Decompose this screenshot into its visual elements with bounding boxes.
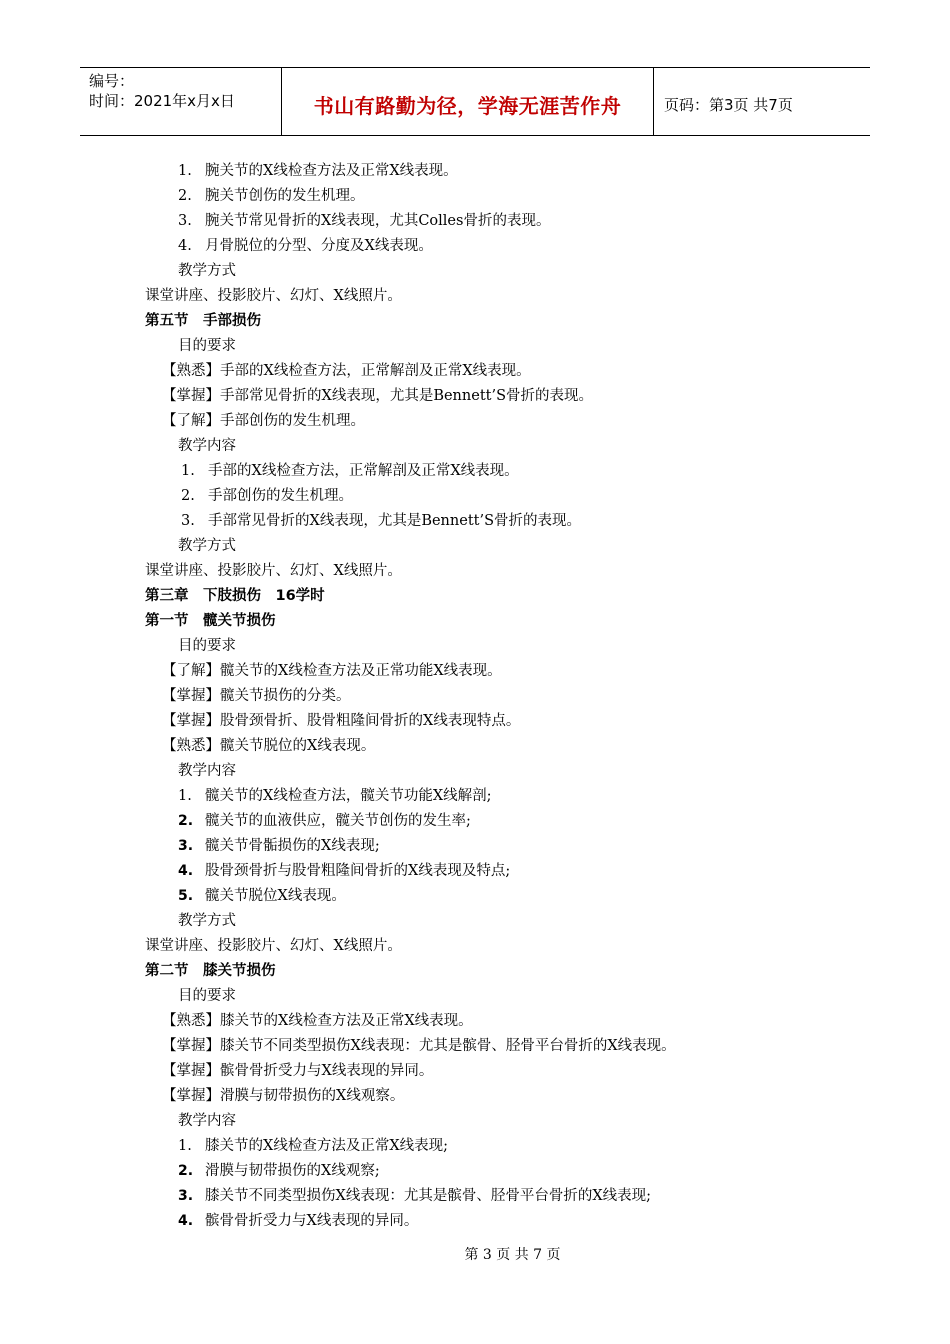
subheading: 教学方式 (178, 263, 236, 279)
list-item: 3. 髋关节骨骺损伤的X线表现; (178, 838, 380, 854)
list-item: 3. 膝关节不同类型损伤X线表现：尤其是髌骨、胫骨平台骨折的X线表现; (178, 1188, 652, 1204)
chapter-heading: 第三章 下肢损伤 16学时 (145, 588, 325, 604)
list-item: 4. 髌骨骨折受力与X线表现的异同。 (178, 1213, 419, 1229)
paragraph: 课堂讲座、投影胶片、幻灯、X线照片。 (145, 938, 402, 954)
header-time-label: 时间：2021年x月x日 (89, 92, 235, 110)
list-item: 2. 腕关节创伤的发生机理。 (178, 188, 365, 204)
header-motto: 书山有路勤为径，学海无涯苦作舟 (282, 68, 654, 135)
requirement-item: 【掌握】髋关节损伤的分类。 (162, 688, 351, 704)
paragraph: 课堂讲座、投影胶片、幻灯、X线照片。 (145, 563, 402, 579)
section-heading: 第五节 手部损伤 (145, 313, 261, 329)
subheading: 教学方式 (178, 913, 236, 929)
requirement-item: 【掌握】膝关节不同类型损伤X线表现：尤其是髌骨、胫骨平台骨折的X线表现。 (162, 1038, 676, 1054)
subheading: 目的要求 (178, 338, 236, 354)
header-number-label: 编号： (89, 72, 135, 90)
page-footer: 第 3 页 共 7 页 (464, 1247, 561, 1263)
header-page-info: 页码：第3页 共7页 (664, 96, 793, 114)
section-heading: 第一节 髋关节损伤 (145, 613, 276, 629)
subheading: 目的要求 (178, 988, 236, 1004)
section-heading: 第二节 膝关节损伤 (145, 963, 276, 979)
page-header (80, 67, 870, 136)
requirement-item: 【熟悉】膝关节的X线检查方法及正常X线表现。 (162, 1013, 473, 1029)
requirement-item: 【熟悉】手部的X线检查方法，正常解剖及正常X线表现。 (162, 363, 531, 379)
list-item: 1. 手部的X线检查方法，正常解剖及正常X线表现。 (181, 463, 519, 479)
list-item: 4. 月骨脱位的分型、分度及X线表现。 (178, 238, 433, 254)
list-item: 2. 髋关节的血液供应，髋关节创伤的发生率; (178, 813, 471, 829)
requirement-item: 【掌握】股骨颈骨折、股骨粗隆间骨折的X线表现特点。 (162, 713, 521, 729)
list-item: 1. 腕关节的X线检查方法及正常X线表现。 (178, 163, 458, 179)
list-item: 2. 手部创伤的发生机理。 (181, 488, 353, 504)
list-item: 3. 手部常见骨折的X线表现，尤其是Bennett’S骨折的表现。 (181, 513, 582, 529)
requirement-item: 【熟悉】髋关节脱位的X线表现。 (162, 738, 376, 754)
requirement-item: 【掌握】手部常见骨折的X线表现，尤其是Bennett’S骨折的表现。 (162, 388, 594, 404)
subheading: 教学内容 (178, 438, 236, 454)
list-item: 4. 股骨颈骨折与股骨粗隆间骨折的X线表现及特点; (178, 863, 511, 879)
requirement-item: 【了解】手部创伤的发生机理。 (162, 413, 365, 429)
subheading: 教学内容 (178, 763, 236, 779)
list-item: 2. 滑膜与韧带损伤的X线观察; (178, 1163, 380, 1179)
requirement-item: 【掌握】滑膜与韧带损伤的X线观察。 (162, 1088, 405, 1104)
list-item: 1. 膝关节的X线检查方法及正常X线表现; (178, 1138, 449, 1154)
list-item: 5. 髋关节脱位X线表现。 (178, 888, 346, 904)
requirement-item: 【了解】髋关节的X线检查方法及正常功能X线表现。 (162, 663, 502, 679)
paragraph: 课堂讲座、投影胶片、幻灯、X线照片。 (145, 288, 402, 304)
subheading: 目的要求 (178, 638, 236, 654)
list-item: 3. 腕关节常见骨折的X线表现，尤其Colles骨折的表现。 (178, 213, 551, 229)
subheading: 教学内容 (178, 1113, 236, 1129)
requirement-item: 【掌握】髌骨骨折受力与X线表现的异同。 (162, 1063, 434, 1079)
list-item: 1. 髋关节的X线检查方法，髋关节功能X线解剖; (178, 788, 492, 804)
header-meta (80, 68, 282, 135)
subheading: 教学方式 (178, 538, 236, 554)
